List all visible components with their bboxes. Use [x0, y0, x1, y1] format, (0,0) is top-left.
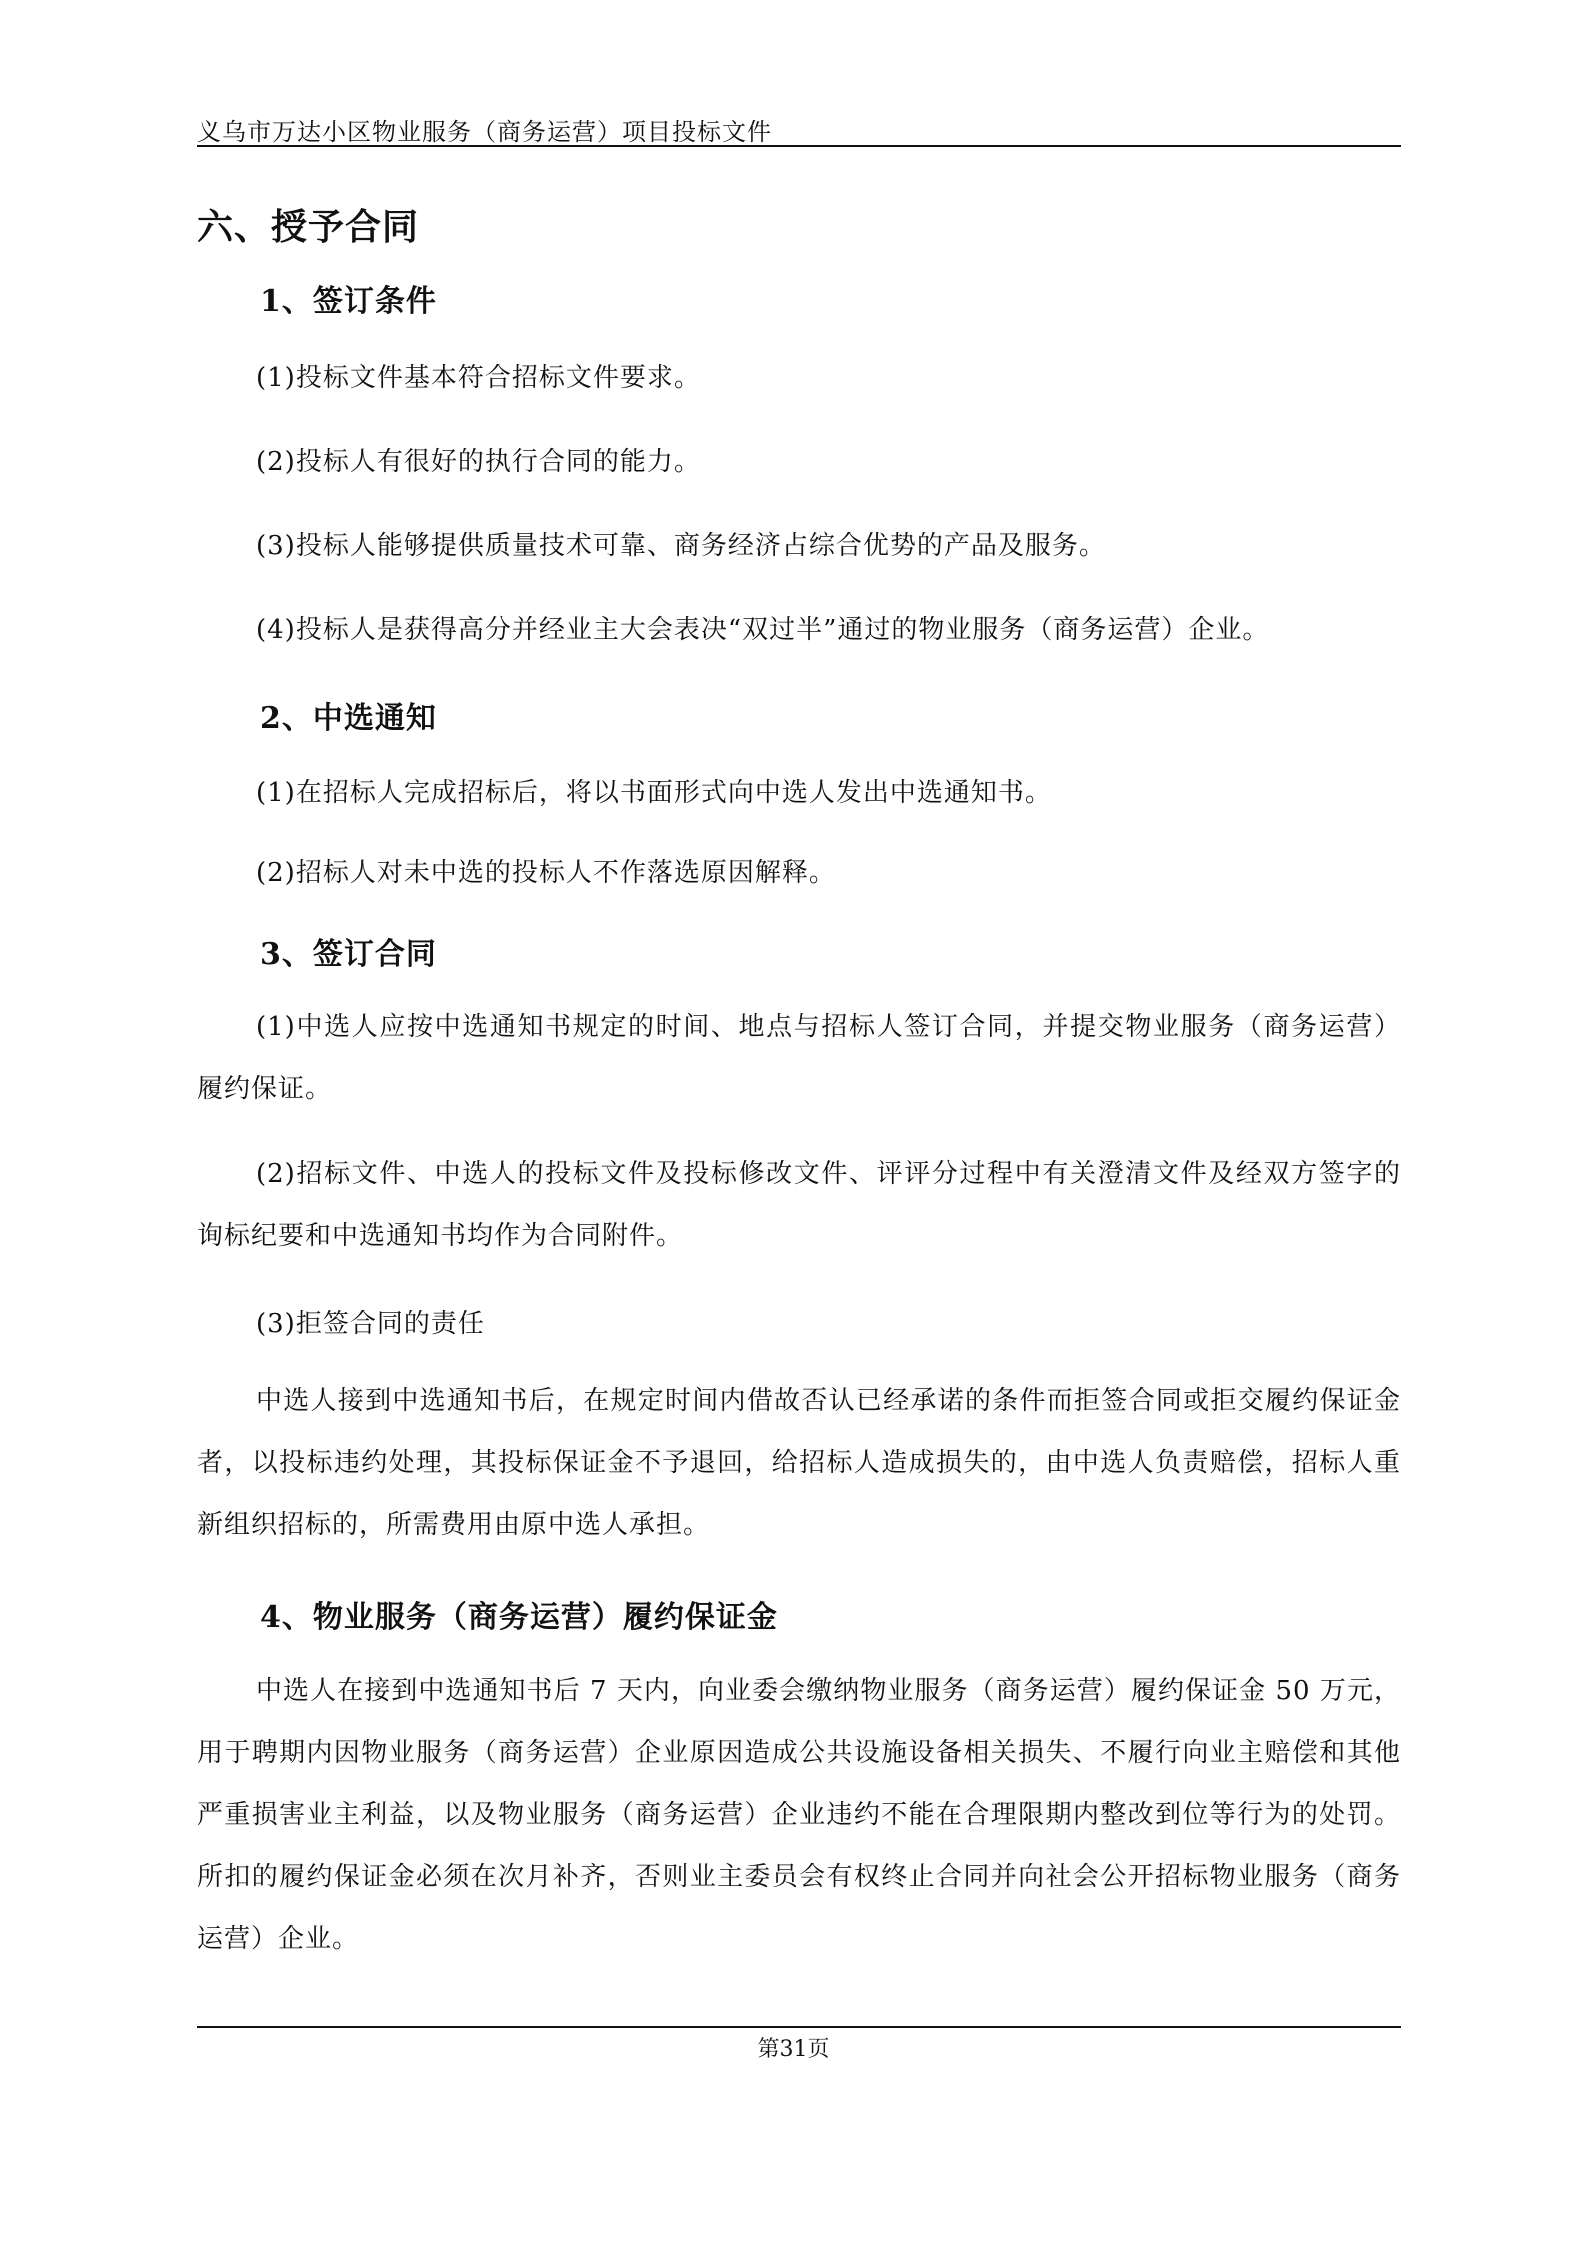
list-item: (3)投标人能够提供质量技术可靠、商务经济占综合优势的产品及服务。	[256, 531, 1106, 561]
subsection-title-award-notice: 2、中选通知	[260, 701, 437, 736]
paragraph: (1)中选人应按中选通知书规定的时间、地点与招标人签订合同，并提交物业服务（商务运营）履约保证。	[197, 1012, 1401, 1104]
footer-divider	[197, 2026, 1401, 2028]
header-divider	[197, 145, 1401, 147]
paragraph: 中选人在接到中选通知书后 7 天内，向业委会缴纳物业服务（商务运营）履约保证金 50 万元，用于聘期内因物业服务（商务运营）企业原因造成公共设施设备相关损失、不履行向业主赔偿和其他严重损害业主利益，以及物业服务（商务运营）企业违约不能在合理限期内整改到位等行为的处罚。所扣的履约保证金必须在次月补齐，否则业主委员会有权终止合同并向社会公开招标物业服务（商务运营）企业。	[197, 1676, 1401, 1954]
subsection-title-signing-conditions: 1、签订条件	[260, 284, 437, 319]
document-title-header: 义乌市万达小区物业服务（商务运营）项目投标文件	[197, 118, 772, 146]
list-item: (1)投标文件基本符合招标文件要求。	[256, 363, 701, 393]
section-title: 六、授予合同	[197, 206, 420, 248]
list-item: (4)投标人是获得高分并经业主大会表决“双过半”通过的物业服务（商务运营）企业。	[256, 615, 1270, 645]
subsection-title-sign-contract: 3、签订合同	[260, 937, 437, 972]
paragraph: 中选人接到中选通知书后，在规定时间内借故否认已经承诺的条件而拒签合同或拒交履约保证金者，以投标违约处理，其投标保证金不予退回，给招标人造成损失的，由中选人负责赔偿，招标人重新组织招标的，所需费用由原中选人承担。	[197, 1386, 1401, 1540]
list-item: (2)投标人有很好的执行合同的能力。	[256, 447, 701, 477]
subsection-title-performance-bond: 4、物业服务（商务运营）履约保证金	[260, 1600, 778, 1635]
page-number: 第31页	[757, 2037, 830, 2062]
paragraph: (2)招标文件、中选人的投标文件及投标修改文件、评评分过程中有关澄清文件及经双方签字的询标纪要和中选通知书均作为合同附件。	[197, 1159, 1401, 1251]
list-item: (1)在招标人完成招标后，将以书面形式向中选人发出中选通知书。	[256, 778, 1052, 808]
list-item: (2)招标人对未中选的投标人不作落选原因解释。	[256, 858, 836, 888]
list-item: (3)拒签合同的责任	[256, 1309, 485, 1339]
